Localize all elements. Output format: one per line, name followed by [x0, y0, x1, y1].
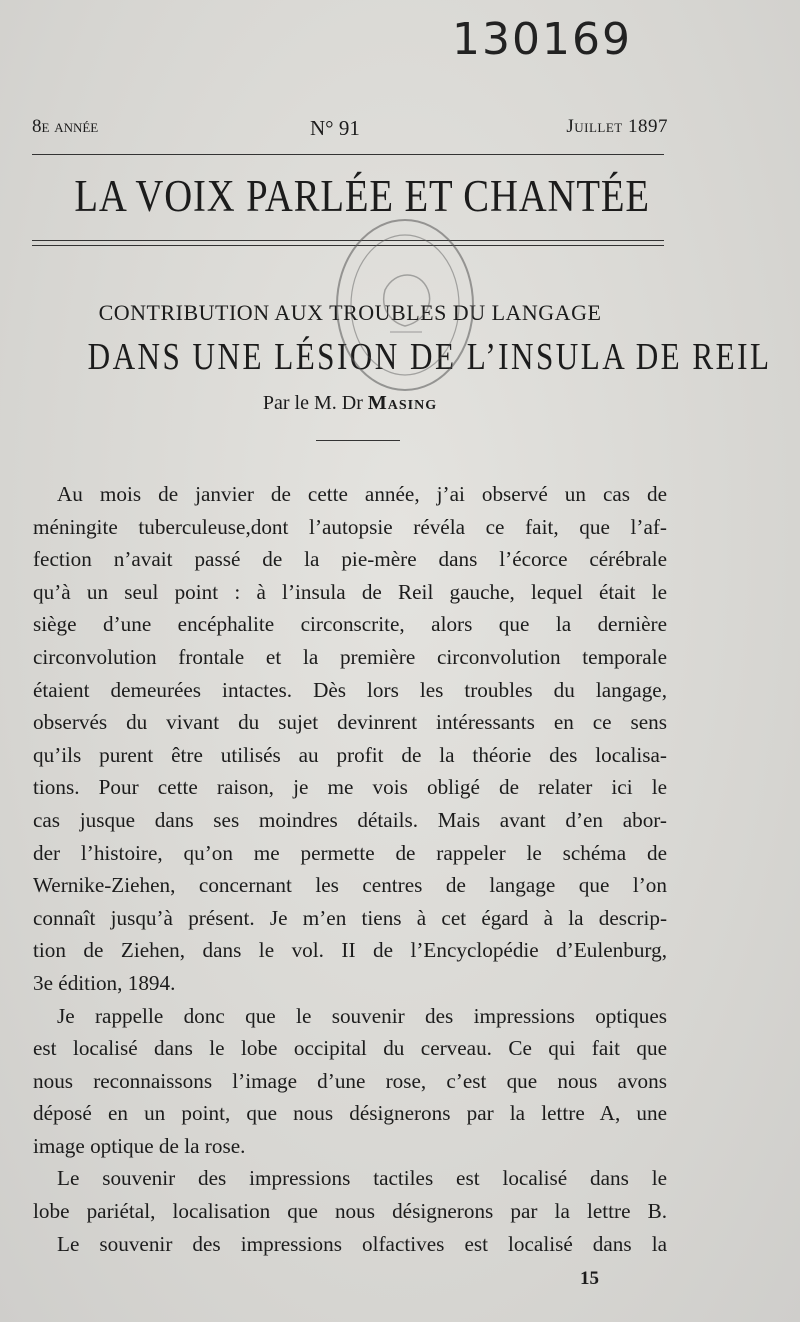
- title-divider-top: [32, 240, 664, 241]
- text-line: qu’ils purent être utilisés au profit de la théorie des localisa-: [33, 742, 667, 767]
- text-line: connaît jusqu’à présent. Je m’en tiens à cet égard à la descrip-: [33, 905, 667, 930]
- text-line: fection n’avait passé de la pie-mère dans l’écorce cérébrale: [33, 547, 667, 572]
- text-line: Wernike-Ziehen, concernant les centres de langage que l’on: [33, 873, 667, 898]
- text-line: est localisé dans le lobe occipital du cerveau. Ce qui fait que: [33, 1036, 667, 1061]
- text-line: der l’histoire, qu’on me permette de rappeler le schéma de: [33, 840, 667, 865]
- issue-year: 8e année: [32, 116, 99, 137]
- page-number: 15: [580, 1268, 599, 1289]
- text-line: cas jusque dans ses moindres détails. Mais avant d’en abor-: [33, 807, 667, 832]
- issue-number: N° 91: [310, 116, 360, 140]
- text-line: 3e édition, 1894.: [33, 970, 176, 995]
- text-line: Au mois de janvier de cette année, j’ai observé un cas de: [57, 482, 667, 506]
- text-line: lobe pariétal, localisation que nous désignerons par la lettre B.: [33, 1199, 667, 1224]
- text-line: Le souvenir des impressions olfactives est localisé dans la: [57, 1231, 667, 1256]
- issue-header: [32, 116, 668, 146]
- text-line: Le souvenir des impressions tactiles est localisé dans le: [57, 1166, 667, 1191]
- text-line: méningite tuberculeuse,dont l’autopsie révéla ce fait, que l’af-: [33, 514, 667, 539]
- byline-prefix: Par le M. Dr: [262, 392, 363, 414]
- archive-number: 130169: [452, 14, 632, 65]
- text-line: tion de Ziehen, dans le vol. II de l’Encyclopédie d’Eulenburg,: [33, 938, 667, 963]
- text-line: tions. Pour cette raison, je me vois obligé de relater ici le: [33, 775, 667, 800]
- byline-divider: [316, 440, 400, 441]
- article-title-line2: DANS UNE LÉSION DE L’INSULA DE REIL: [87, 336, 772, 378]
- text-line: circonvolution frontale et la première circonvolution temporale: [33, 644, 667, 669]
- article-title-line1: CONTRIBUTION AUX TROUBLES DU LANGAGE: [98, 300, 602, 325]
- text-line: nous reconnaissons l’image d’une rose, c’est que nous avons: [33, 1068, 667, 1093]
- title-divider-bottom: [32, 245, 664, 246]
- text-line: image optique de la rose.: [33, 1133, 246, 1158]
- text-line: observés du vivant du sujet devinrent intéressants en ce sens: [33, 710, 667, 735]
- article-body: [33, 478, 667, 1260]
- text-line: étaient demeurées intactes. Dès lors les troubles du langage,: [33, 677, 667, 702]
- text-line: siège d’une encéphalite circonscrite, alors que la dernière: [33, 612, 667, 637]
- author-name: Masing: [367, 392, 438, 414]
- text-line: déposé en un point, que nous désignerons par la lettre A, une: [33, 1101, 667, 1126]
- text-line: Je rappelle donc que le souvenir des impressions optiques: [57, 1003, 667, 1028]
- issue-date: Juillet 1897: [566, 116, 668, 137]
- header-divider: [32, 154, 664, 155]
- journal-title: LA VOIX PARLÉE ET CHANTÉE: [74, 171, 650, 221]
- text-line: qu’à un seul point : à l’insula de Reil gauche, lequel était le: [33, 579, 667, 604]
- article-byline: [30, 392, 670, 415]
